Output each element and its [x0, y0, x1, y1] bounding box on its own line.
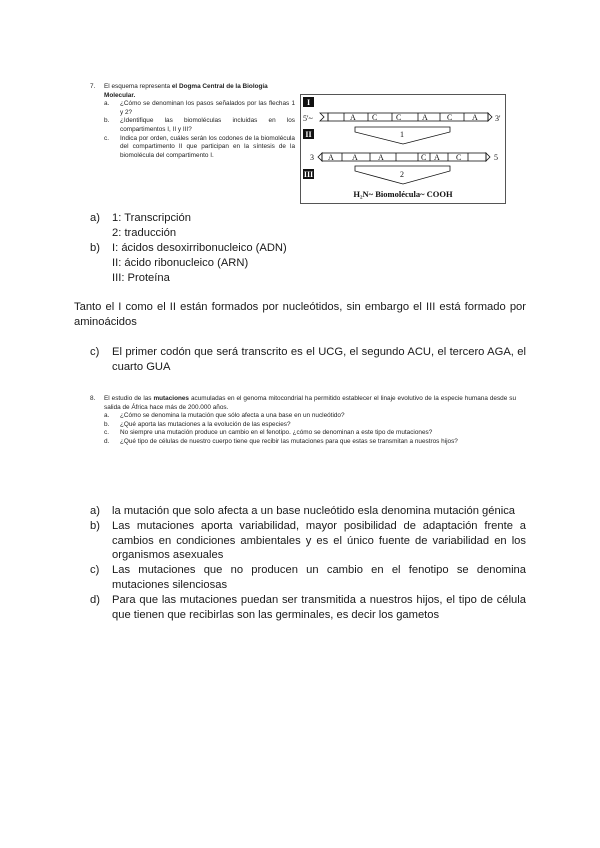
strand2-base: A [328, 153, 334, 162]
answer-7b-label: b) [90, 242, 100, 254]
question-7-item-label: a. [104, 100, 110, 108]
question-8-stem [90, 395, 516, 412]
strand2-right-end: 5 [494, 153, 498, 162]
answer-7-paragraph: Tanto el I como el II están formados por nucleótidos, sin embargo el III está formado por aminoácidos [74, 301, 526, 328]
question-8 [90, 395, 516, 447]
question-8-item-text: No siempre una mutación produce un cambio en el fenotipo. ¿cómo se denominan a este tipo de mutaciones? [120, 429, 433, 437]
question-8-item-text: ¿Qué tipo de células de nuestro cuerpo tiene que recibir las mutaciones para que estas se transmitan a nuestros hijos? [120, 437, 458, 445]
answer-8-label: b) [90, 519, 100, 532]
strand1-base: C [372, 113, 378, 122]
question-8-stem-bold: mutaciones [153, 395, 189, 402]
answer-7a-line: 1: Transcripción [112, 212, 191, 224]
question-7-item [104, 135, 295, 161]
answer-8-item [90, 563, 526, 593]
strand1-base: C [396, 113, 402, 122]
question-7-item [104, 100, 295, 117]
question-8-item [104, 429, 516, 438]
answer-8-item [90, 593, 526, 623]
strand2-base: C [421, 153, 427, 162]
strand1-left-end: 5'~ [303, 114, 313, 123]
strand2-base: A [352, 153, 358, 162]
question-7-item-label: c. [104, 134, 109, 142]
dogma-diagram [300, 94, 506, 204]
question-8-item [104, 438, 516, 447]
question-7-stem-bold: el Dogma Central de la Biología Molecular. [104, 83, 268, 99]
answer-7c-text: El primer codón que será transcrito es el UCG, el segundo ACU, el tercero AGA, el cuarto GUA [112, 346, 526, 373]
answer-8-text: la mutación que solo afecta a un base nucleótido esla denomina mutación génica [112, 505, 516, 517]
question-7-item-label: b. [104, 117, 110, 125]
answer-8-text: Para que las mutaciones puedan ser transmitida a nuestros hijos, el tipo de célula que tienen que recibirlas son las germinales, es decir los gametos [112, 593, 526, 621]
answer-7b [90, 241, 510, 285]
answer-8-item [90, 519, 526, 563]
strand1-base: A [422, 113, 428, 122]
question-7-number: 7. [90, 83, 96, 90]
question-8-item-label: a. [104, 412, 110, 420]
answers-8 [90, 504, 526, 622]
answer-7c [90, 345, 526, 375]
question-8-stem-text-end: acumuladas en el genoma mitocondrial ha permitido establecer el linaje evolutivo de la especie humana desde su salida de África hace más de 200.000 años. [104, 395, 516, 411]
answer-7c-label: c) [90, 346, 100, 358]
strand1-base: A [350, 113, 356, 122]
question-7-stem-text: El esquema representa [104, 83, 172, 90]
question-7 [90, 83, 295, 160]
question-8-stem-text: El estudio de las [104, 395, 154, 402]
question-7-item-text: Indica por orden, cuáles serán los codones de la biomolécula del compartimento II que participan en la síntesis de la biomolécula del compartimento I. [120, 134, 295, 159]
arrow-1-label: 1 [400, 130, 404, 139]
question-7-item-text: ¿Cómo se denominan los pasos señalados por las flechas 1 y 2? [120, 100, 295, 116]
answer-8-text: Las mutaciones aporta variabilidad, mayor posibilidad de adaptación frente a cambios en condiciones ambientales y es el único fuente de variabilidad en los organismos asexuales [112, 519, 526, 562]
question-7-item-text: ¿Identifique las biomoléculas incluidas en los compartimentos I, II y III? [120, 117, 295, 133]
strand2-base: A [378, 153, 384, 162]
answer-7b-line: I: ácidos desoxirribonucleico (ADN) [112, 242, 287, 254]
strand2-left-end: 3 [310, 153, 314, 162]
question-8-item [104, 421, 516, 430]
question-7-stem [90, 83, 295, 100]
question-8-item-label: d. [104, 437, 110, 445]
strand2-base: C [456, 153, 462, 162]
answer-7b-line: II: ácido ribonucleico (ARN) [112, 256, 249, 269]
strand1-right-end: 3' [495, 114, 501, 123]
roman-label-ii: II [305, 130, 312, 139]
strand2-base: A [434, 153, 440, 162]
diagram-frame [301, 95, 506, 204]
question-8-item-label: b. [104, 420, 110, 428]
answer-7a-line: 2: traducción [112, 226, 177, 239]
roman-label-iii: III [303, 170, 314, 179]
question-8-item-text: ¿Qué aporta las mutaciones a la evolución de las especies? [120, 420, 291, 428]
answer-7a [90, 211, 510, 241]
answer-8-text: Las mutaciones que no producen un cambio en el fenotipo se denomina mutaciones silenciosas [112, 564, 526, 591]
roman-label-i: I [306, 98, 311, 107]
arrow-2-label: 2 [400, 170, 404, 179]
answer-8-item [90, 504, 526, 519]
strand1-base: C [447, 113, 453, 122]
answer-7a-label: a) [90, 212, 100, 224]
answer-8-label: c) [90, 564, 100, 577]
question-8-item-text: ¿Cómo se denomina la mutación que sólo afecta a una base en un nucleótido? [120, 412, 345, 420]
question-7-item [104, 117, 295, 134]
answer-8-label: d) [90, 593, 100, 606]
question-8-item-label: c. [104, 429, 109, 437]
answer-8-label: a) [90, 505, 100, 517]
protein-label: H₂N~ Biomolécula~ COOH [353, 189, 453, 199]
question-8-number: 8. [90, 395, 96, 402]
strand1-base: A [472, 113, 478, 122]
question-8-item [104, 412, 516, 421]
answer-7b-line: III: Proteína [112, 271, 170, 284]
